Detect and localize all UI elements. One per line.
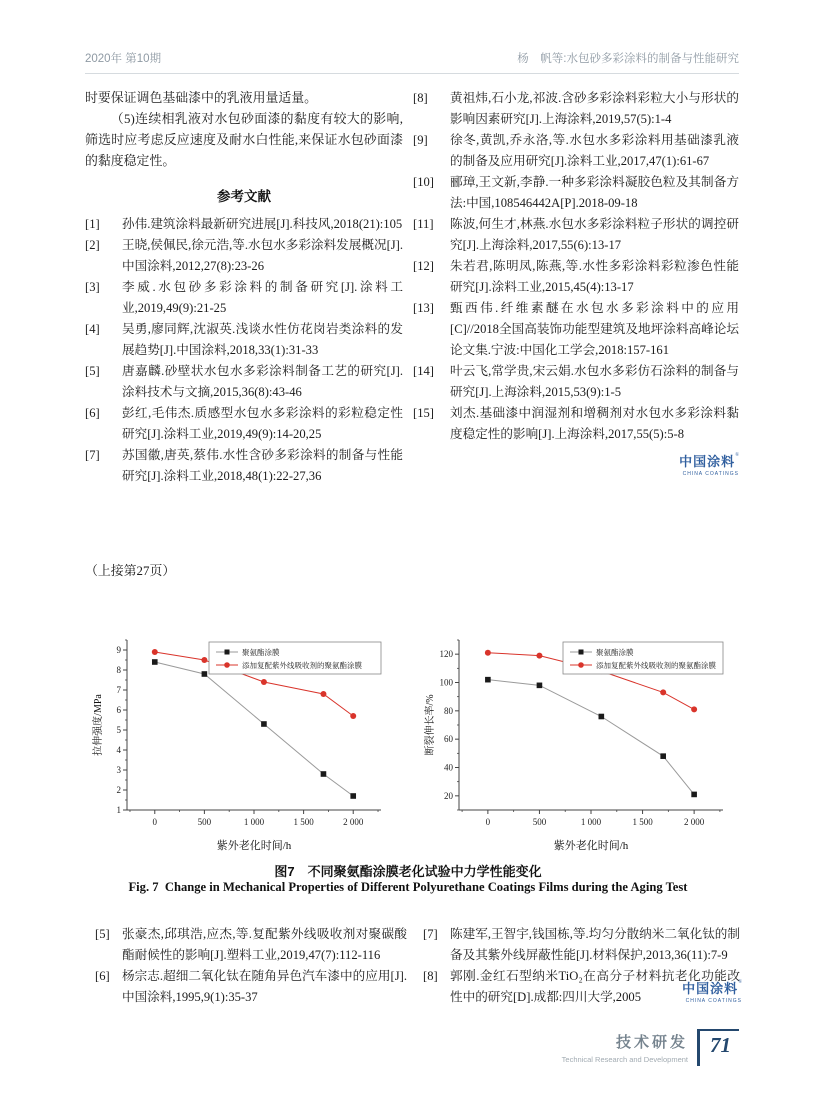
reference-item — [413, 172, 739, 214]
svg-text:500: 500 — [197, 817, 212, 827]
logo-text-en: CHINA COATINGS — [682, 470, 739, 477]
reference-item — [413, 361, 739, 403]
page-number: 71 — [710, 1033, 731, 1057]
bottom-left-list — [95, 924, 407, 1008]
reference-number: [11] — [413, 217, 434, 231]
svg-text:40: 40 — [444, 762, 453, 773]
reference-text: 刘杰.基础漆中润湿剂和增稠剂对水包水多彩涂料黏度稳定性的影响[J].上海涂料,2017,55(5):5-8 — [450, 406, 739, 441]
continued-from-note: （上接第27页） — [85, 564, 176, 578]
svg-text:紫外老化时间/h: 紫外老化时间/h — [216, 840, 292, 852]
svg-text:聚氨酯涂膜: 聚氨酯涂膜 — [242, 647, 280, 657]
reference-section — [85, 88, 739, 487]
svg-text:4: 4 — [116, 745, 121, 755]
svg-text:拉伸强度/MPa: 拉伸强度/MPa — [93, 694, 104, 756]
svg-text:1 500: 1 500 — [293, 817, 314, 827]
reference-number: [1] — [85, 217, 100, 231]
reference-text: 张豪杰,邱琪浩,应杰,等.复配紫外线吸收剂对聚碳酸酯耐候性的影响[J].塑料工业,2019,47(7):112-116 — [122, 927, 407, 962]
svg-text:2 000: 2 000 — [343, 817, 364, 827]
reference-number: [13] — [413, 301, 434, 315]
reference-item — [95, 924, 407, 966]
svg-text:1 000: 1 000 — [580, 817, 602, 827]
reference-item — [413, 214, 739, 256]
reference-text: 黄祖炜,石小龙,祁波.含砂多彩涂料彩粒大小与形状的影响因素研究[J].上海涂料,2019,57(5):1-4 — [450, 91, 739, 126]
reference-item — [85, 319, 403, 361]
reference-item — [413, 403, 739, 445]
svg-text:0: 0 — [152, 817, 158, 827]
svg-text:9: 9 — [116, 645, 121, 655]
reference-text: 朱若君,陈明凤,陈燕,等.水性多彩涂料彩粒渗色性能研究[J].涂料工业,2015,45(4):13-17 — [450, 259, 739, 294]
page-number-box — [697, 1029, 739, 1066]
reference-text: 陈波,何生才,林燕.水包水多彩涂料粒子形状的调控研究[J].上海涂料,2017,55(6):13-17 — [450, 217, 739, 252]
bottom-reference-section — [95, 924, 740, 1008]
svg-text:1 500: 1 500 — [632, 817, 653, 827]
reference-text: 叶云飞,常学贵,宋云娟.水包水多彩仿石涂料的制备与研究[J].上海涂料,2015,53(9):1-5 — [450, 364, 739, 399]
reference-text: 杨宗志.超细二氧化钛在随角异色汽车漆中的应用[J].中国涂料,1995,9(1):35-37 — [122, 969, 407, 1004]
reference-text: 唐嘉麟.砂壁状水包水多彩涂料制备工艺的研究[J].涂料技术与文摘,2015,36(8):43-46 — [122, 364, 403, 399]
logo-text-zh: 中国涂料 — [679, 454, 736, 469]
left-column — [85, 88, 403, 487]
svg-text:2: 2 — [116, 785, 121, 795]
reference-number: [9] — [413, 133, 428, 147]
figure-caption-zh: 图7 不同聚氨酯涂膜老化试验中力学性能变化 — [274, 864, 542, 879]
reference-item — [95, 966, 407, 1008]
reference-text: 李威.水包砂多彩涂料的制备研究[J].涂料工业,2019,49(9):21-25 — [122, 280, 403, 315]
svg-text:0: 0 — [485, 817, 491, 827]
reference-item — [413, 88, 739, 130]
svg-text:3: 3 — [116, 765, 121, 775]
reference-item — [85, 403, 403, 445]
reference-text: 徐冬,黄凯,乔永洛,等.水包水多彩涂料用基础漆乳液的制备及应用研究[J].涂料工业,2017,47(1):61-67 — [450, 133, 739, 168]
reference-text: 郦璋,王文新,李静.一种多彩涂料凝胶色粒及其制备方法:中国,108546442A[P].2018-09-18 — [450, 175, 739, 210]
logo-trademark: ® — [735, 453, 739, 458]
footer-section — [562, 1031, 688, 1064]
svg-text:添加复配紫外线吸收剂的聚氨酯涂膜: 添加复配紫外线吸收剂的聚氨酯涂膜 — [596, 660, 716, 670]
page-header — [85, 50, 739, 66]
reference-number: [12] — [413, 259, 434, 273]
reference-number: [15] — [413, 406, 434, 420]
figure-caption-en: Fig. 7 Change in Mechanical Properties of Different Polyurethane Coatings Films during the Aging Test — [128, 880, 688, 894]
reference-text: 孙伟.建筑涂料最新研究进展[J].科技风,2018(21):105 — [122, 217, 403, 231]
reference-text: 彭红,毛伟杰.质感型水包水多彩涂料的彩粒稳定性研究[J].涂料工业,2019,49(9):14-20,25 — [122, 406, 403, 441]
svg-text:5: 5 — [116, 725, 121, 735]
reference-text: 吴勇,廖同辉,沈淑英.浅谈水性仿花岗岩类涂料的发展趋势[J].中国涂料,2018,33(1):31-33 — [122, 322, 403, 357]
logo-trademark: ® — [738, 980, 742, 985]
svg-text:聚氨酯涂膜: 聚氨酯涂膜 — [596, 647, 634, 657]
svg-text:120: 120 — [439, 649, 453, 660]
reference-number: [7] — [423, 927, 438, 941]
reference-number: [4] — [85, 322, 100, 336]
reference-item — [85, 235, 403, 277]
reference-number: [2] — [85, 238, 100, 252]
reference-number: [5] — [85, 364, 100, 378]
intro-paragraph-1: 时要保证调色基础漆中的乳液用量适量。 — [85, 91, 318, 105]
footer-section-zh: 技术研发 — [615, 1034, 688, 1051]
intro-paragraph-2: （5)连续相乳液对水包砂面漆的黏度有较大的影响,筛选时应考虑反应速度及耐水白性能,来保证水包砂面漆的黏度稳定性。 — [85, 112, 403, 168]
header-running-title: 杨 帆等:水包砂多彩涂料的制备与性能研究 — [517, 53, 739, 65]
svg-text:500: 500 — [532, 817, 547, 827]
svg-text:60: 60 — [444, 734, 453, 745]
reference-number: [5] — [95, 927, 110, 941]
reference-number: [6] — [95, 969, 110, 983]
reference-number: [10] — [413, 175, 434, 189]
svg-text:2 000: 2 000 — [684, 817, 705, 827]
reference-number: [7] — [85, 448, 100, 462]
reference-number: [6] — [85, 406, 100, 420]
reference-item — [85, 277, 403, 319]
reference-item — [423, 924, 740, 966]
svg-text:1: 1 — [116, 805, 121, 815]
svg-text:8: 8 — [116, 665, 121, 675]
svg-text:100: 100 — [439, 677, 453, 688]
logo-text-en: CHINA COATINGS — [685, 997, 742, 1004]
header-rule — [85, 73, 739, 74]
svg-text:80: 80 — [444, 705, 453, 716]
logo-text-zh: 中国涂料 — [682, 981, 739, 996]
reference-number: [3] — [85, 280, 100, 294]
reference-item — [85, 445, 403, 487]
svg-text:7: 7 — [116, 685, 121, 695]
tensile-strength-chart — [91, 630, 391, 858]
header-issue: 2020年 第10期 — [85, 53, 162, 65]
elongation-at-break-chart — [423, 630, 733, 858]
footer-section-en: Technical Research and Development — [561, 1055, 688, 1064]
reference-text: 郭刚.金红石型纳米TiO₂在高分子材料抗老化功能改性中的研究[D].成都:四川大学,2005 — [450, 969, 740, 1004]
reference-text: 甄西伟.纤维素醚在水包水多彩涂料中的应用[C]//2018全国高装饰功能型建筑及地坪涂料高峰论坛论文集.宁波:中国化工学会,2018:157-161 — [450, 301, 739, 357]
reference-item — [413, 256, 739, 298]
china-coatings-logo-bottom — [668, 980, 742, 1004]
svg-text:断裂伸长率/%: 断裂伸长率/% — [425, 694, 436, 756]
reference-number: [8] — [413, 91, 428, 105]
reference-item — [85, 214, 403, 235]
reference-text: 苏国徽,唐英,蔡伟.水性含砂多彩涂料的制备与性能研究[J].涂料工业,2018,48(1):22-27,36 — [122, 448, 403, 483]
svg-text:1 000: 1 000 — [243, 817, 265, 827]
svg-text:添加复配紫外线吸收剂的聚氨酯涂膜: 添加复配紫外线吸收剂的聚氨酯涂膜 — [242, 660, 362, 670]
reference-item — [413, 130, 739, 172]
reference-text: 陈建军,王智宇,钱国栋,等.均匀分散纳米二氧化钛的制备及其紫外线屏蔽性能[J].材料保护,2013,36(11):7-9 — [450, 927, 740, 962]
reference-text: 王晓,侯佩民,徐元浩,等.水包水多彩涂料发展概况[J].中国涂料,2012,27(8):23-26 — [122, 238, 403, 273]
references-right-list — [413, 88, 739, 445]
figure-7-charts — [85, 630, 739, 858]
reference-item — [85, 361, 403, 403]
svg-text:6: 6 — [116, 705, 121, 715]
svg-text:20: 20 — [444, 790, 453, 801]
page-footer — [562, 1029, 739, 1066]
references-left-list — [85, 214, 403, 487]
references-heading: 参考文献 — [217, 189, 271, 204]
china-coatings-logo — [413, 453, 739, 477]
reference-number: [8] — [423, 969, 438, 983]
reference-item — [413, 298, 739, 361]
reference-number: [14] — [413, 364, 434, 378]
right-column — [413, 88, 739, 487]
svg-text:紫外老化时间/h: 紫外老化时间/h — [553, 840, 629, 852]
